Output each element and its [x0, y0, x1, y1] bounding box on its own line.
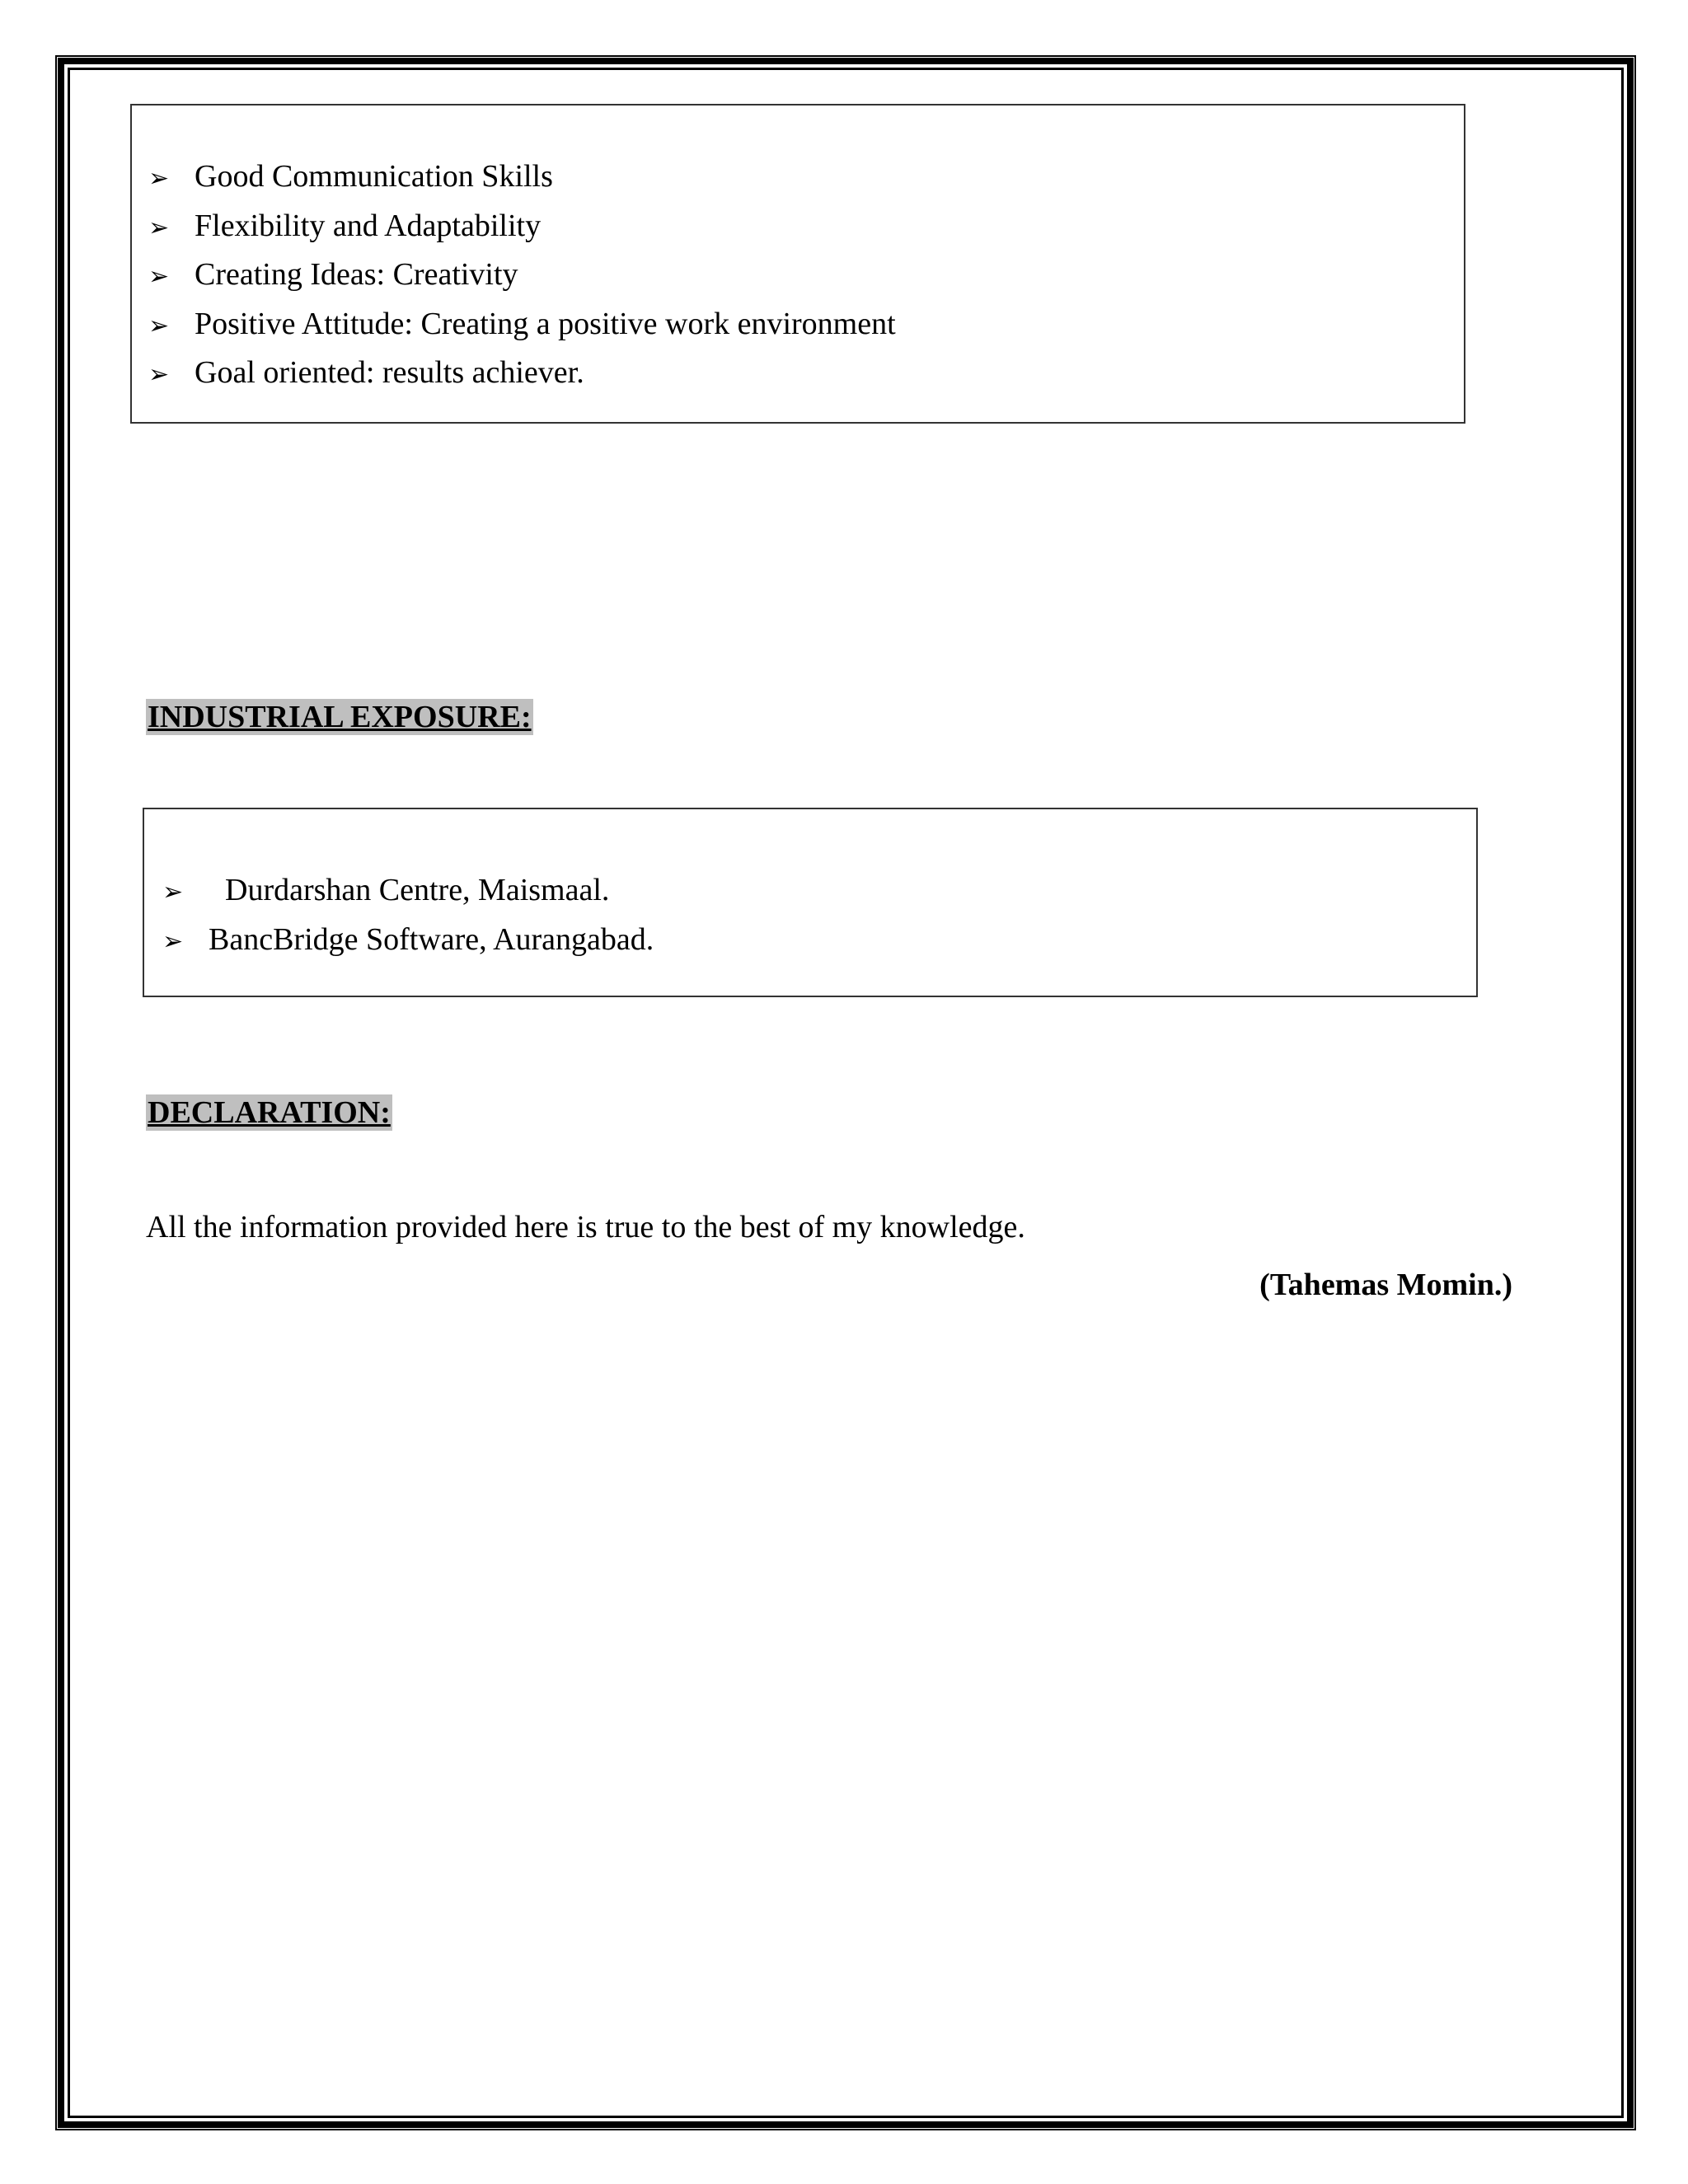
arrowhead-bullet-icon: ➢ — [162, 878, 184, 907]
arrowhead-bullet-icon: ➢ — [148, 164, 170, 193]
arrowhead-bullet-icon: ➢ — [148, 360, 170, 389]
list-item — [148, 251, 896, 301]
industrial-exposure-box — [143, 808, 1478, 997]
list-item — [162, 867, 654, 916]
skills-box — [130, 104, 1465, 424]
skill-text: Creating Ideas: Creativity — [195, 257, 518, 292]
signature: (Tahemas Momin.) — [1259, 1268, 1512, 1302]
skills-list — [148, 153, 896, 399]
industrial-exposure-heading: INDUSTRIAL EXPOSURE: — [148, 700, 532, 734]
skill-text: Positive Attitude: Creating a positive work environment — [195, 306, 896, 341]
arrowhead-bullet-icon: ➢ — [162, 926, 184, 956]
company-text: Durdarshan Centre, Maismaal. — [225, 873, 610, 907]
arrowhead-bullet-icon: ➢ — [148, 262, 170, 291]
list-item — [148, 203, 896, 252]
list-item — [162, 916, 654, 966]
declaration-text: All the information provided here is true to the best of my knowledge. — [146, 1210, 1025, 1244]
skill-text: Goal oriented: results achiever. — [195, 355, 584, 390]
industrial-exposure-list — [162, 867, 654, 965]
company-text: BancBridge Software, Aurangabad. — [209, 921, 654, 957]
list-item — [148, 349, 896, 399]
arrowhead-bullet-icon: ➢ — [148, 311, 170, 340]
list-item — [148, 153, 896, 203]
arrowhead-bullet-icon: ➢ — [148, 213, 170, 242]
declaration-heading: DECLARATION: — [148, 1095, 391, 1130]
list-item — [148, 301, 896, 350]
skill-text: Flexibility and Adaptability — [195, 208, 542, 243]
skill-text: Good Communication Skills — [195, 159, 553, 194]
